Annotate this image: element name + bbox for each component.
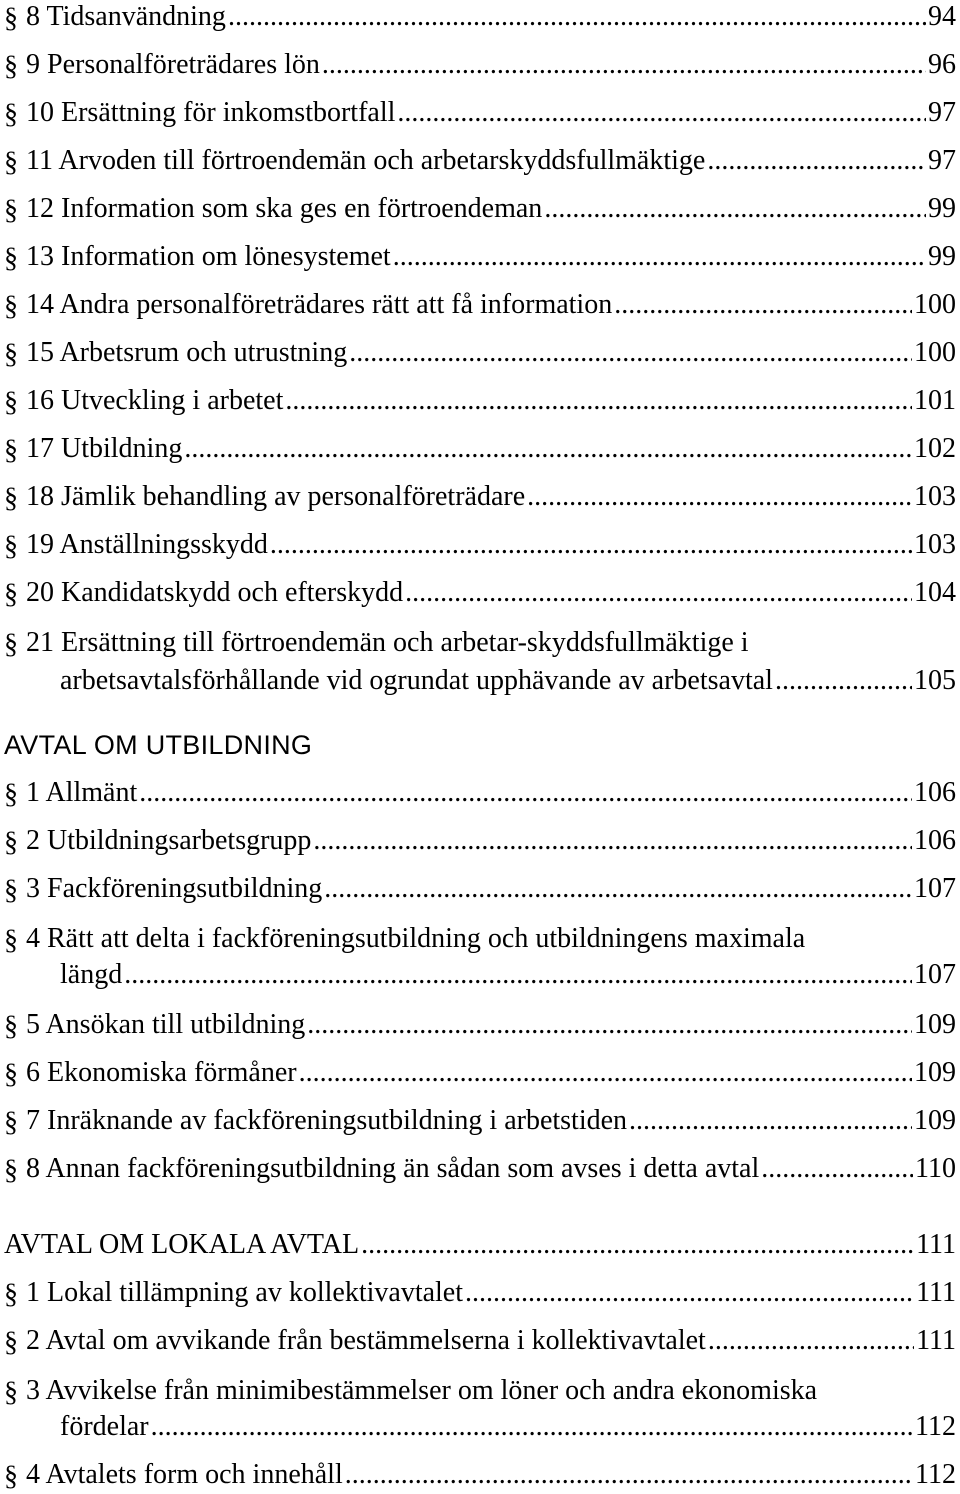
section-symbol: § bbox=[4, 3, 18, 34]
toc-entry-title: 18 Jämlik behandling av personalföreträdare bbox=[26, 481, 526, 512]
toc-entry-page: 112 bbox=[915, 1411, 956, 1442]
section-symbol: § bbox=[4, 1011, 18, 1042]
dot-leader bbox=[324, 872, 912, 906]
toc-entry-page: 103 bbox=[914, 529, 956, 560]
section-symbol: § bbox=[4, 925, 18, 956]
section-symbol: § bbox=[4, 531, 18, 562]
toc-entry-title: 5 Ansökan till utbildning bbox=[26, 1009, 306, 1040]
toc-entry-title: 4 Rätt att delta i fackföreningsutbildning och utbildningens maximala bbox=[26, 923, 806, 954]
section-symbol: § bbox=[4, 1327, 18, 1358]
section-symbol: § bbox=[4, 483, 18, 514]
section-symbol: § bbox=[4, 1059, 18, 1090]
toc-entry-page: 101 bbox=[914, 385, 956, 416]
toc-entry-page: 105 bbox=[914, 665, 956, 696]
section-symbol: § bbox=[4, 339, 18, 370]
dot-leader bbox=[405, 576, 912, 610]
section-symbol: § bbox=[4, 147, 18, 178]
dot-leader bbox=[184, 432, 912, 466]
dot-leader bbox=[544, 192, 926, 226]
toc-entry-page: 97 bbox=[928, 145, 956, 176]
dot-leader bbox=[270, 528, 912, 562]
dot-leader bbox=[313, 824, 912, 858]
toc-entry-title: 10 Ersättning för inkomstbortfall bbox=[26, 97, 396, 128]
toc-entry-title: 4 Avtalets form och innehåll bbox=[26, 1459, 343, 1490]
toc-entry-page: 100 bbox=[914, 337, 956, 368]
section-heading-page: 111 bbox=[916, 1229, 956, 1260]
dot-leader bbox=[285, 384, 912, 418]
dot-leader bbox=[629, 1104, 912, 1138]
section-symbol: § bbox=[4, 1377, 18, 1408]
toc-entry-title: 2 Utbildningsarbetsgrupp bbox=[26, 825, 312, 856]
dot-leader bbox=[361, 1228, 914, 1262]
section-symbol: § bbox=[4, 243, 18, 274]
toc-entry-title: 8 Annan fackföreningsutbildning än sådan som avses i detta avtal bbox=[26, 1153, 760, 1184]
toc-entry-title: 8 Tidsanvändning bbox=[26, 1, 226, 32]
section-symbol: § bbox=[4, 291, 18, 322]
toc-entry-page: 106 bbox=[914, 777, 956, 808]
toc-entry-page: 109 bbox=[914, 1009, 956, 1040]
toc-entry-title: 14 Andra personalföreträdares rätt att få information bbox=[26, 289, 613, 320]
toc-entry-title: 21 Ersättning till förtroendemän och arbetar-skyddsfullmäktige i bbox=[26, 627, 749, 658]
section-symbol: § bbox=[4, 1279, 18, 1310]
section-symbol: § bbox=[4, 875, 18, 906]
toc-entry-title-continued: fördelar bbox=[60, 1411, 149, 1442]
dot-leader bbox=[775, 664, 912, 698]
section-symbol: § bbox=[4, 195, 18, 226]
dot-leader bbox=[345, 1458, 913, 1492]
dot-leader bbox=[465, 1276, 914, 1310]
toc-entry-page: 94 bbox=[928, 1, 956, 32]
section-symbol: § bbox=[4, 435, 18, 466]
section-symbol: § bbox=[4, 779, 18, 810]
toc-entry-page: 110 bbox=[915, 1153, 956, 1184]
section-symbol: § bbox=[4, 99, 18, 130]
dot-leader bbox=[614, 288, 912, 322]
toc-entry-title: 11 Arvoden till förtroendemän och arbetarskyddsfullmäktige bbox=[26, 145, 706, 176]
toc-entry-page: 111 bbox=[916, 1277, 956, 1308]
toc-entry-title-continued: längd bbox=[60, 959, 123, 990]
dot-leader bbox=[299, 1056, 912, 1090]
toc-entry-page: 106 bbox=[914, 825, 956, 856]
toc-entry-page: 102 bbox=[914, 433, 956, 464]
dot-leader bbox=[527, 480, 912, 514]
toc-entry-title: 13 Information om lönesystemet bbox=[26, 241, 391, 272]
toc-entry-title-continued: arbetsavtalsförhållande vid ogrundat upphävande av arbetsavtal bbox=[60, 665, 773, 696]
toc-entry-page: 109 bbox=[914, 1105, 956, 1136]
section-symbol: § bbox=[4, 387, 18, 418]
dot-leader bbox=[349, 336, 912, 370]
toc-entry-page: 96 bbox=[928, 49, 956, 80]
toc-entry-title: 1 Allmänt bbox=[26, 777, 138, 808]
toc-entry-page: 107 bbox=[914, 873, 956, 904]
section-symbol: § bbox=[4, 629, 18, 660]
toc-entry-page: 107 bbox=[914, 959, 956, 990]
dot-leader bbox=[707, 144, 926, 178]
section-symbol: § bbox=[4, 579, 18, 610]
toc-entry-title: 3 Fackföreningsutbildning bbox=[26, 873, 323, 904]
toc-entry-title: 12 Information som ska ges en förtroendeman bbox=[26, 193, 543, 224]
toc-entry-page: 97 bbox=[928, 97, 956, 128]
toc-entry-title: 2 Avtal om avvikande från bestämmelserna i kollektivavtalet bbox=[26, 1325, 706, 1356]
toc-entry-title: 15 Arbetsrum och utrustning bbox=[26, 337, 348, 368]
section-symbol: § bbox=[4, 827, 18, 858]
toc-entry-title: 20 Kandidatskydd och efterskydd bbox=[26, 577, 404, 608]
toc-entry-page: 111 bbox=[916, 1325, 956, 1356]
dot-leader bbox=[228, 0, 926, 34]
toc-entry-page: 104 bbox=[914, 577, 956, 608]
toc-entry-title: 17 Utbildning bbox=[26, 433, 183, 464]
section-symbol: § bbox=[4, 1461, 18, 1492]
dot-leader bbox=[397, 96, 926, 130]
section-heading-title: AVTAL OM LOKALA AVTAL bbox=[4, 1229, 360, 1260]
toc-entry-title: 19 Anställningsskydd bbox=[26, 529, 268, 560]
section-symbol: § bbox=[4, 51, 18, 82]
dot-leader bbox=[761, 1152, 913, 1186]
toc-entry-title: 1 Lokal tillämpning av kollektivavtalet bbox=[26, 1277, 464, 1308]
dot-leader bbox=[307, 1008, 912, 1042]
toc-entry-page: 109 bbox=[914, 1057, 956, 1088]
dot-leader bbox=[393, 240, 926, 274]
dot-leader bbox=[708, 1324, 914, 1358]
toc-entry-page: 112 bbox=[915, 1459, 956, 1490]
dot-leader bbox=[139, 776, 912, 810]
toc-entry-page: 103 bbox=[914, 481, 956, 512]
section-heading[interactable]: AVTAL OM UTBILDNING bbox=[4, 730, 313, 760]
toc-entry-page: 99 bbox=[928, 193, 956, 224]
toc-entry-title: 9 Personalföreträdares lön bbox=[26, 49, 320, 80]
toc-entry-title: 16 Utveckling i arbetet bbox=[26, 385, 284, 416]
toc-entry-page: 100 bbox=[914, 289, 956, 320]
section-symbol: § bbox=[4, 1155, 18, 1186]
dot-leader bbox=[322, 48, 926, 82]
toc-entry-title: 7 Inräknande av fackföreningsutbildning i arbetstiden bbox=[26, 1105, 628, 1136]
section-symbol: § bbox=[4, 1107, 18, 1138]
toc-entry-title: 3 Avvikelse från minimibestämmelser om löner och andra ekonomiska bbox=[26, 1375, 818, 1406]
dot-leader bbox=[151, 1410, 913, 1444]
dot-leader bbox=[124, 958, 912, 992]
toc-entry-title: 6 Ekonomiska förmåner bbox=[26, 1057, 297, 1088]
toc-entry-page: 99 bbox=[928, 241, 956, 272]
